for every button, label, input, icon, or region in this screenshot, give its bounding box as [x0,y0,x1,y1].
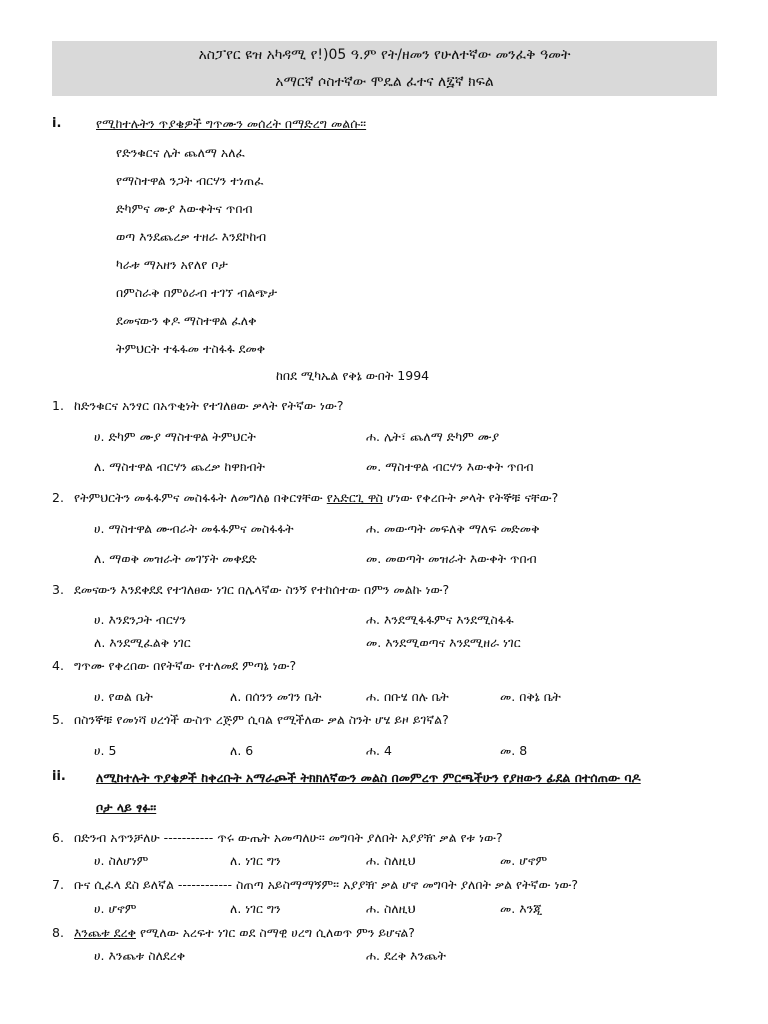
question-text: ከድንቁርና አንፃር በአጥቂነት የተገለፀው ቃላት የትኛው ነው? [74,398,344,413]
option-a: ሀ. እንጨቱ ስለደረቀ [94,948,186,963]
option-c: ሐ. ሌት፣ ጨለማ ድካም ሙያ [366,429,500,444]
question-text: ቡና ሲፈላ ደስ ይለኛል ------------ ስጠጣ አይስማማኝም፡፡ አያያዥ ቃል ሆኖ መግባት ያለበት ቃል የትኛው ነው? [74,877,579,892]
section-1-numeral: i. [52,116,62,131]
option-a: ሀ. ማስተዋል ሙብራት መፋፋምና መስፋፋት [94,521,294,536]
question-text [74,490,558,506]
option-b: ለ. 6 [230,743,254,758]
poem-attribution: ከበደ ሚካኤል የቅኔ ውበት 1994 [276,368,430,383]
option-a: ሀ. ስለሆነም [94,853,149,868]
question-text: ደመናውን እንደቀደደ የተገለፀው ነገር በሌላኛው ስንኝ የተከሰተው በምን መልኩ ነው? [74,582,450,597]
option-c: ሐ. ስለዚህ [366,901,416,916]
exam-header [52,41,717,96]
question-number: 3. [52,582,64,597]
question-text [74,925,415,941]
option-c: ሐ. 4 [366,743,392,758]
option-d: መ. ሆኖም [500,853,548,868]
question-number: 5. [52,712,64,727]
option-c: ሐ. መውጣት መፍለቅ ማለፍ መድመቅ [366,521,540,536]
option-d: መ. እንደሚወጣና እንደሚዘራ ነገር [366,635,521,650]
option-b: ለ. ነገር ግን [230,901,281,916]
question-text-part: ሆነው የቀረቡት ቃላት የትኞቹ ናቸው? [382,490,559,505]
question-text: ግጥሙ የቀረበው በየትኛው የተለመደ ምጣኔ ነው? [74,658,297,673]
question-number: 8. [52,925,64,940]
option-b: ለ. ነገር ግን [230,853,281,868]
option-c: ሐ. እንደሚፋፋምና እንደሚስፋፋ [366,612,514,627]
option-b: ለ. በሰንን መገን ቤት [230,689,322,704]
question-number: 4. [52,658,64,673]
header-subtitle: አማርኛ ሶስተኛው ሞዴል ፈተና ለ፯ኛ ክፍል [275,74,494,90]
poem-line: ወጣ እንደጨረቃ ተዘራ እንደኮከብ [116,229,267,244]
option-a: ሀ. 5 [94,743,117,758]
poem-line: ትምህርት ተፋፋመ ተስፋፋ ደመቀ [116,341,266,356]
option-d: መ. በቅኔ ቤት [500,689,561,704]
option-b: ለ. ማስተዋል ብርሃን ጨረቃ ከዋክብት [94,459,265,474]
poem-line: በምስራቅ በምዕራብ ተገኘ ብልጭታ [116,285,278,300]
option-c: ሐ. በቡሄ በሉ ቤት [366,689,449,704]
poem-line: ካራቱ ማአዘን አየለየ ቦታ [116,257,228,272]
section-2-instruction-cont: ቦታ ላይ ፃፉ፡፡ [96,800,157,815]
option-c: ሐ. ስለዚህ [366,853,416,868]
poem-line: የድንቁርና ሌት ጨለማ አለፈ [116,145,245,160]
option-a: ሀ. ድካም ሙያ ማስተዋል ትምህርት [94,429,256,444]
question-number: 2. [52,490,64,505]
poem-line: ድካምና ሙያ እውቀትና ጥበብ [116,201,253,216]
option-d: መ. እንጂ [500,901,543,916]
question-text-part: የሚለው አረፍተ ነገር ወደ ስማዊ ሀረግ ሲለወጥ ምን ይሆናል? [135,925,415,940]
question-text-part: የትምህርትን መፋፋምና መስፋፋት ለመግለፅ በቅርፃቸው [74,490,327,505]
section-1-instruction: የሚከተሉትን ጥያቄዎች ግጥሙን መሰረት በማድረግ መልሱ፡፡ [96,116,367,131]
question-number: 6. [52,830,64,845]
question-number: 7. [52,877,64,892]
option-a: ሀ. እንደንጋት ብርሃን [94,612,187,627]
option-c: ሐ. ደረቅ እንጨት [366,948,446,963]
option-a: ሀ. ሆኖም [94,901,137,916]
option-d: መ. ማስተዋል ብርሃን እውቀት ጥበብ [366,459,534,474]
header-title: አስፓየር ዩዝ አካዳሚ የ!)05 ዓ.ም የት/ዘመን የሁለተኛው መንፈቅ ዓመት [198,47,571,63]
poem-line: የማስተዋል ንጋት ብርሃን ተነጠፈ [116,173,264,188]
underlined-term: የአድርጊ ዋስ [326,490,383,505]
option-d: መ. መወጣት መዝራት እውቀት ጥበብ [366,551,537,566]
underlined-term: እንጨቱ ደረቀ [74,925,136,940]
section-2-numeral: ii. [52,769,66,784]
option-d: መ. 8 [500,743,528,758]
question-text: በስንኞቹ የመነሻ ሀረጎች ውስጥ ረጅም ሲባል የሚችለው ቃል ስንት ሆሄ ይዞ ይገኛል? [74,712,449,727]
option-b: ለ. እንደሚፈልቅ ነገር [94,635,191,650]
question-text: በድንብ አጥንቻለሁ ----------- ጥሩ ውጤት አመጣለሁ፡፡ መግባት ያለበት አያያዥ ቃል የቱ ነው? [74,830,503,845]
poem-line: ደመናውን ቀዶ ማስተዋል ፈለቀ [116,313,257,328]
section-2-instruction: ለሚከተሉት ጥያቄዎች ከቀረቡት አማራጮች ትክክለኛውን መልስ በመምረጥ ምርጫችሁን የያዘውን ፊደል በተሰጠው ባዶ [96,770,641,785]
question-number: 1. [52,398,64,413]
option-a: ሀ. የወል ቤት [94,689,153,704]
option-b: ለ. ማወቅ መዝራት መገኘት መቀደድ [94,551,257,566]
